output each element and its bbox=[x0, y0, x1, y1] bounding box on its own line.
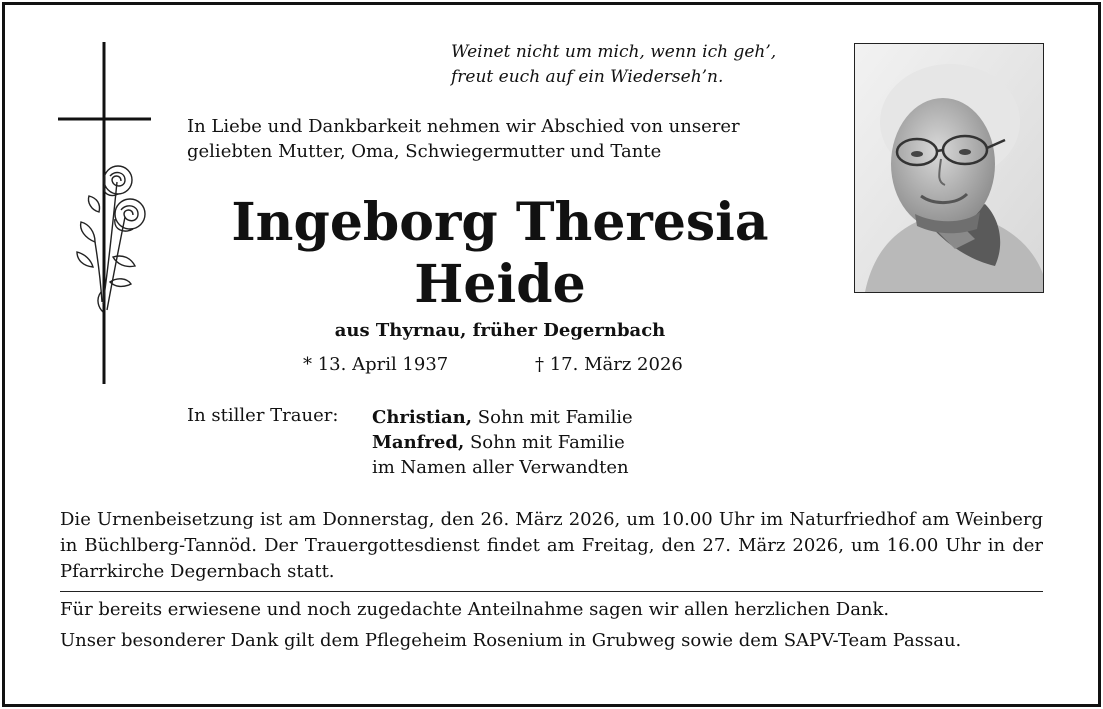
deceased-name bbox=[150, 192, 850, 316]
death-date: † 17. März 2026 bbox=[535, 354, 683, 375]
portrait-illustration bbox=[855, 44, 1043, 292]
divider bbox=[60, 591, 1043, 592]
mourner-entry bbox=[372, 430, 633, 455]
mourner-name: Christian, bbox=[372, 407, 473, 428]
portrait-photo bbox=[854, 43, 1044, 293]
mourners-label: In stiller Trauer: bbox=[187, 405, 339, 426]
cross-with-roses-icon bbox=[55, 42, 155, 387]
mourner-relation: Sohn mit Familie bbox=[477, 407, 633, 428]
mourner-entry bbox=[372, 405, 633, 430]
mourners-list bbox=[372, 405, 633, 480]
motto bbox=[451, 40, 831, 90]
motto-line-2: freut euch auf ein Wiederseh’n. bbox=[451, 67, 724, 87]
burial-info: Die Urnenbeisetzung ist am Donnerstag, den 26. März 2026, um 10.00 Uhr im Naturfriedhof am Weinberg in Büchlberg-Tannöd. Der Trauergottesdienst findet am Freitag, den 27. März 2026, um 16.00 Uhr in der Pfarrkirche Degernbach statt. bbox=[60, 509, 1043, 582]
birth-date: * 13. April 1937 bbox=[303, 354, 449, 375]
motto-line-1: Weinet nicht um mich, wenn ich geh’, bbox=[451, 42, 777, 62]
thanks-line-1: Für bereits erwiesene und noch zugedachte Anteilnahme sagen wir allen herzlichen Dank. bbox=[60, 599, 890, 620]
intro-line-2: geliebten Mutter, Oma, Schwiegermutter und Tante bbox=[187, 141, 662, 162]
deceased-origin: aus Thyrnau, früher Degernbach bbox=[334, 320, 666, 341]
deceased-name-line-1: Ingeborg Theresia bbox=[231, 192, 769, 253]
intro-text bbox=[187, 114, 837, 164]
thanks-line-2: Unser besonderer Dank gilt dem Pflegeheim Rosenium in Grubweg sowie dem SAPV-Team Passau. bbox=[60, 630, 962, 651]
deceased-name-line-2: Heide bbox=[414, 254, 586, 315]
mourner-relation: Sohn mit Familie bbox=[469, 432, 625, 453]
mourner-others: im Namen aller Verwandten bbox=[372, 457, 629, 478]
mourner-name: Manfred, bbox=[372, 432, 465, 453]
intro-line-1: In Liebe und Dankbarkeit nehmen wir Abschied von unserer bbox=[187, 116, 740, 137]
